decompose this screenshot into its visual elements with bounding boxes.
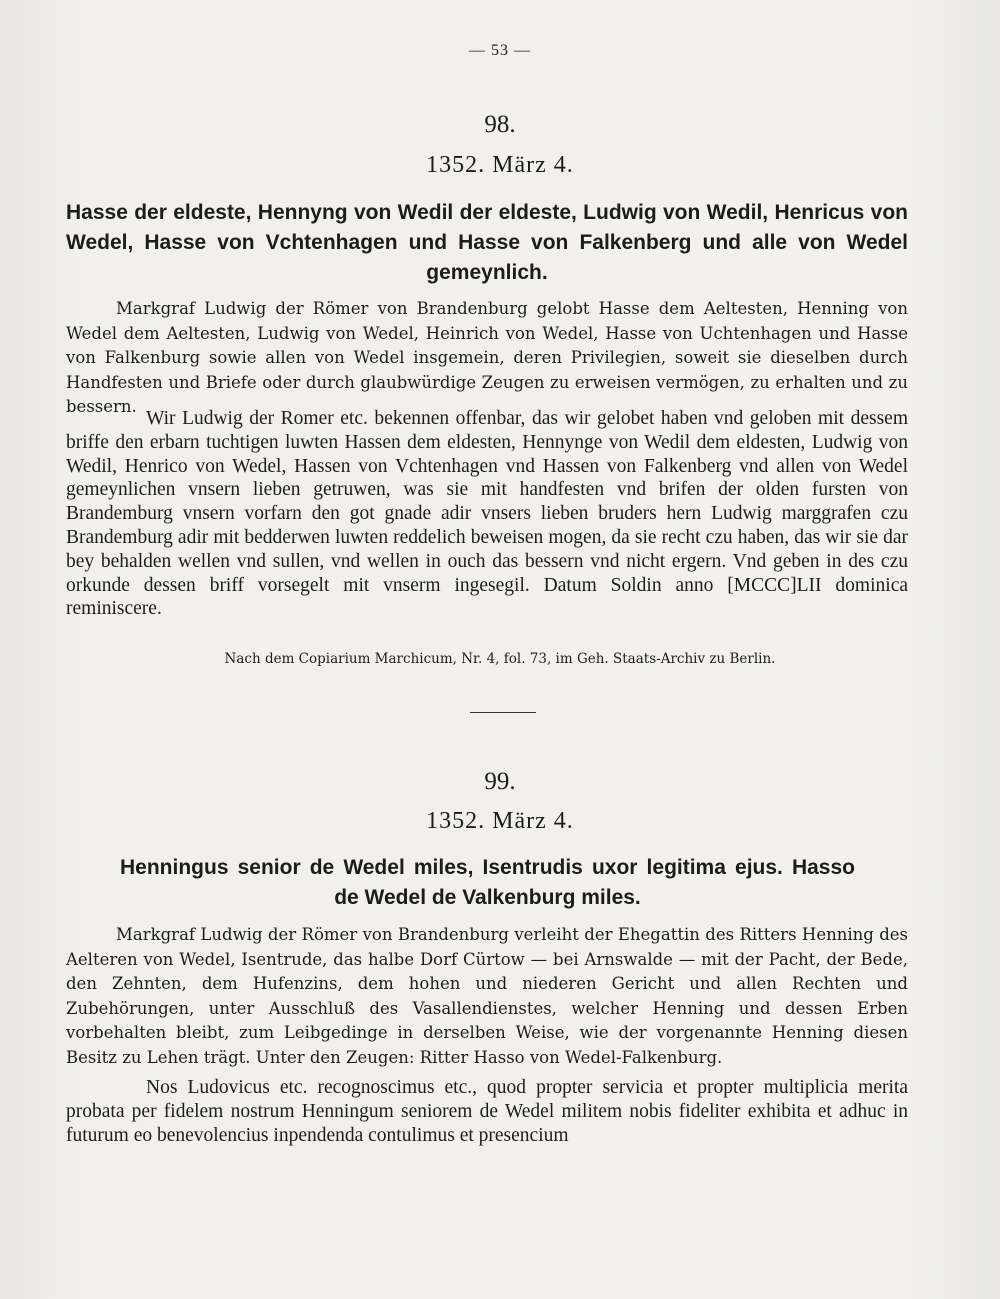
- document-98-text: Wir Ludwig der Romer etc. bekennen offenbar, das wir gelobet haben vnd geloben mit dessem briffe den erbarn tuchtigen luwten Hassen dem eldesten, Hennynge von Wedil dem eldesten, Ludwig von Wedil, Henrico von Wedel, Hassen von Vchtenhagen vnd Hassen von Falkenberg vnd allen von Wedel gemeynlichen vnsern lieben getruwen, was sie mit handfesten vnd brifen der olden fursten von Brandemburg vnsern vorfarn den got gnade adir vnsers lieben bruders hern Ludwig marggrafen czu Brandemburg adir mit bedderwen luwten reddelich beweisen mogen, da sie recht czu haben, das wir sie dar bey behalden wellen vnd sullen, vnd wellen in ouch das bessern vnd nicht ergern. Vnd geben in des czu orkunde dessen briff vorsegelt mit vnserm ingesegil. Datum Soldin anno [MCCC]LII dominica reminiscere.: [66, 408, 908, 620]
- document-98-source: Nach dem Copiarium Marchicum, Nr. 4, fol. 73, im Geh. Staats-Archiv zu Berlin.: [224, 651, 776, 667]
- document-99-number: 99.: [484, 768, 516, 795]
- document-99-text: Nos Ludovicus etc. recognoscimus etc., quod propter servicia et propter multiplicia merita probata per fidelem nostrum Henningum seniorem de Wedel militem nobis fideliter exhibita et adhuc in futurum eo benevolencius inpendenda contulimus et presencium: [66, 1077, 908, 1146]
- section-divider: [470, 712, 536, 713]
- document-99-summary: Markgraf Ludwig der Römer von Brandenburg verleiht der Ehegattin des Ritters Henning des Aelteren von Wedel, Isentrude, das halbe Dorf Cürtow — bei Arnswalde — mit der Pacht, der Bede, den Zehnten, dem Hufenzins, dem hohen und niederen Gericht und allen Rechten und Zubehörungen, unter Ausschluß des Vasallendienstes, welcher Henning und dessen Erben vorbehalten bleibt, zum Leibgedinge in derselben Weise, wie der vorgenannte Henning diesen Besitz zu Lehen trägt. Unter den Zeugen: Ritter Hasso von Wedel-Falkenburg.: [66, 925, 908, 1067]
- page-number: — 53 —: [469, 42, 531, 59]
- document-98-number: 98.: [484, 111, 516, 138]
- document-99-heading: Henningus senior de Wedel miles, Isentrudis uxor legitima ejus. Hasso de Wedel de Valkenburg miles.: [120, 856, 855, 909]
- document-98-summary: Markgraf Ludwig der Römer von Brandenburg gelobt Hasse dem Aeltesten, Henning von Wedel dem Aeltesten, Ludwig von Wedel, Heinrich von Wedel, Hasse von Uchtenhagen und Hasse von Falkenburg sowie allen von Wedel insgemein, deren Privilegien, soweit sie dieselben durch Handfesten und Briefe oder durch glaubwürdige Zeugen zu erweisen vermögen, zu erhalten und zu bessern.: [66, 299, 908, 416]
- document-99-date: 1352. März 4.: [426, 808, 574, 834]
- document-98-heading: Hasse der eldeste, Hennyng von Wedil der eldeste, Ludwig von Wedil, Henricus von Wedel, Hasse von Vchtenhagen und Hasse von Falkenberg und alle von Wedel gemeynlich.: [66, 201, 908, 284]
- document-98-date: 1352. März 4.: [426, 152, 574, 178]
